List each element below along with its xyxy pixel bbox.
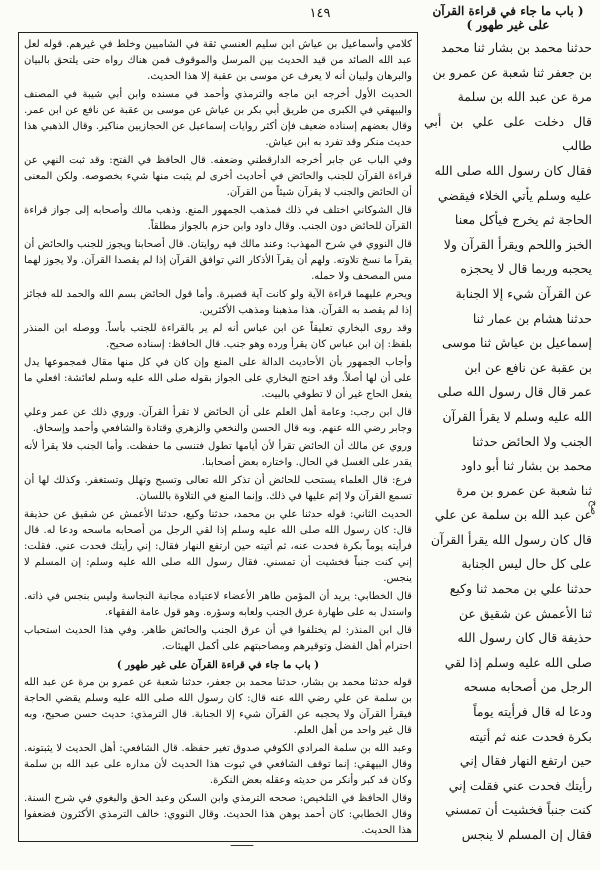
hadith-line: الرجل من أصحابه مسحه xyxy=(463,679,592,695)
commentary-paragraph: قوله حدثنا محمد بن بشار، حدثنا محمد بن جعفر، حدثنا شعبة عن عمرو بن مرة عن عبد الله بن سلمة عن علي رضي الله عنه قال: كان رسول الله صلى الله عليه وسلم يقضي الحاجة فيقرأ القرآن ولا يحجبه عن القرآن شيء إلا الجنابة. قال الترمذي: حديث حسن صحيح، وبه قال غير واحد من أهل العلم. xyxy=(24,677,412,736)
hadith-line: الخبز واللحم ويقرأ القرآن ولا xyxy=(443,236,592,252)
commentary-paragraph: قال الخطابي: يريد أن المؤمن طاهر الأعضاء لاعتياده مجانبة النجاسة وليس بنجس في ذاته. واستدل به على طهارة عرق الجنب ولعابه وسؤره. وهو قول عامة الفقهاء. xyxy=(24,591,412,618)
hadith-line: ودعا له قال فرأيته يوماً xyxy=(473,704,592,720)
hadith-text xyxy=(424,36,592,842)
hadith-line: بكرة فحدت عنه ثم أتيته xyxy=(468,728,592,744)
hadith-line: حدثنا هشام بن عمار ثنا xyxy=(472,310,592,326)
hadith-line: حين ارتفع النهار فقال إني xyxy=(459,753,592,769)
commentary-paragraph: فرع: قال العلماء يستحب للحائض أن تذكر الله تعالى وتسبح وتهلل وتستغفر. وكذلك لها أن تسمع القرآن ولا إثم عليها في ذلك. وإنما المنع في التلاوة باللسان. xyxy=(24,475,412,502)
hadith-line: كنت جنباً فخشيت أن تمسني xyxy=(445,802,592,818)
hadith-line: قال دخلت على علي بن أبي طالب xyxy=(424,113,592,154)
commentary-paragraph: وقال الحافظ في التلخيص: صححه الترمذي وابن السكن وعبد الحق والبغوي في شرح السنة. وقال الخطابي: كان أحمد يوهن هذا الحديث. وقال النووي: خالف الترمذي الأكثرون فضعفوا هذا الحديث. xyxy=(24,793,412,836)
hadith-line: محمد بن بشار ثنا أبو داود xyxy=(461,458,592,474)
hadith-line: بن جعفر ثنا شعبة عن عمرو بن xyxy=(432,64,592,80)
commentary-paragraph: وفي الباب عن جابر أخرجه الدارقطني وضعفه. قال الحافظ في الفتح: وقد ثبت النهي عن قراءة القرآن للجنب والحائض في أحاديث أخرى لم يثبت منها شيء بخصوصه. ولكن المعنى أن الحائض والجنب لا يقرآن شيئاً من القرآن. xyxy=(24,155,412,198)
commentary-paragraph: قال ابن رجب: وعامة أهل العلم على أن الحائض لا تقرأ القرآن. وروي ذلك عن عمر وعلي وجابر رضي الله عنهم. وبه قال الحسن والنخعي والزهري وقتادة والشافعي وأحمد وإسحاق. xyxy=(24,407,412,434)
commentary-paragraph: وروي عن مالك أن الحائض تقرأ لأن أيامها تطول فتنسى ما حفظت. وأما الجنب فلا يقرأ لأنه يقدر على الغسل في الحال. واختاره بعض أصحابنا. xyxy=(24,441,412,468)
commentary-box xyxy=(18,32,418,842)
hadith-line: الحاجة ثم يخرج فيأكل معنا xyxy=(454,212,592,228)
hadith-line: عن عبد الله بن سلمة عن علي xyxy=(434,507,592,523)
commentary-paragraph: قال الشوكاني اختلف في ذلك فمذهب الجمهور المنع. وذهب مالك وأصحابه إلى جواز قراءة القرآن للحائض دون الجنب. وقال داود وابن حزم بالجواز مطلقاً. xyxy=(24,205,412,232)
hadith-line: عليه وسلم يأتي الخلاء فيقضي xyxy=(437,187,592,203)
hadith-line: مرة عن عبد الله بن سلمة xyxy=(457,89,592,105)
hadith-line: حدثنا علي بن محمد ثنا وكيع xyxy=(449,581,592,597)
commentary-paragraph: ويحرم عليهما قراءة الآية ولو كانت آية قصيرة. وأما قول الحائض بسم الله والحمد لله فجائز إذا لم يقصد به القرآن. هذا مذهبنا ومذهب الأكثرين. xyxy=(24,289,412,316)
hadith-line: عن القرآن شيء إلا الجنابة xyxy=(455,285,592,301)
commentary-paragraph xyxy=(24,841,412,842)
hadith-column xyxy=(424,4,592,842)
commentary-paragraph: وعبد الله بن سلمة المرادي الكوفي صدوق تغير حفظه. قال الشافعي: أهل الحديث لا يثبتونه. وقال البيهقي: إنما توقف الشافعي في ثبوت هذا الحديث لأن مداره على عبد الله بن سلمة وكان قد كبر وأنكر من حديثه وعقله بعض النكرة. xyxy=(24,743,412,786)
margin-note: صح xyxy=(588,500,599,515)
hadith-line: إسماعيل بن عياش ثنا موسى xyxy=(442,335,592,351)
hadith-line: قال كان رسول الله يقرأ القرآن xyxy=(430,531,592,547)
commentary-paragraph: الحديث الأول أخرجه ابن ماجه والترمذي وأحمد في مسنده وابن أبي شيبة في المصنف والبيهقي في الكبرى من طريق أبي بكر بن عياش عن موسى بن عقبة عن نافع عن ابن عمر. وقال بعضهم إسناده ضعيف فإن أكثر روايات إسماعيل عن الحجازيين مناكير. وقال الذهبي هذا حديث منكر وقد تفرد به ابن عياش. xyxy=(24,89,412,148)
hadith-line: صلى الله عليه وسلم إذا لقي xyxy=(444,654,592,670)
hadith-line: على كل حال ليس الجنابة xyxy=(461,556,592,572)
commentary-text xyxy=(24,37,412,842)
commentary-paragraph: كلامي وأسماعيل بن عياش ابن سليم العنسي ثقة في الشاميين وخلط في غيرهم. قوله لعل عبد الله الصائد من قيد الحديث بين المرسل والموقوف فمن هناك رواه حتى يلتحق بالبيان والبرهان ولبيان أنه لا يعرف عن موسى بن عقبة إلا هذا الحديث. xyxy=(24,39,412,82)
hadith-line: الجنب ولا الحائض حدثنا xyxy=(472,433,592,449)
hadith-line: بن عقبة عن نافع عن ابن xyxy=(464,359,592,375)
footer-mark: ـــــــ xyxy=(230,836,254,849)
hadith-line: فقال كان رسول الله صلى الله xyxy=(434,162,592,178)
commentary-paragraph: قال النووي في شرح المهذب: وعند مالك فيه روايتان. قال أصحابنا ويجوز للجنب والحائض أن يقرآ ما نسخ تلاوته. ولهم أن يقرآ الأذكار التي توافق القرآن إذا لم يقصدا القرآن. ولا يجوز لهما مس المصحف ولا حمله. xyxy=(24,239,412,282)
hadith-line: رأيتك فحدت عني فقلت إني xyxy=(448,777,592,793)
commentary-paragraph: وقد روى البخاري تعليقاً عن ابن عباس أنه لم ير بالقراءة للجنب بأساً. ووصله ابن المنذر بلفظ: إن ابن عباس كان يقرأ ورده وهو جنب. قال الحافظ: إسناده صحيح. xyxy=(24,323,412,350)
hadith-line: الله عليه وسلم لا يقرأ القرآن xyxy=(442,408,592,424)
hadith-line: ثنا شعبة عن عمرو بن مرة xyxy=(456,482,592,498)
hadith-line: يحجبه وربما قال لا يحجزه xyxy=(460,261,592,277)
hadith-line: ثنا الأعمش عن شقيق عن xyxy=(458,605,592,621)
page-number: ١٤٩ xyxy=(309,6,331,21)
chapter-title: ( باب ما جاء في قراءة القرآن على غير طهور ) xyxy=(432,4,584,32)
hadith-line: حذيفة قال كان رسول الله xyxy=(457,630,592,646)
hadith-line: عمر قال قال رسول الله صلى xyxy=(437,384,592,400)
section-heading: ( باب ما جاء في قراءة القرآن على غير طهور ) xyxy=(116,659,320,671)
commentary-paragraph: قال ابن المنذر: لم يختلفوا في أن عرق الجنب والحائض طاهر. وفي هذا الحديث استحباب احترام أهل الفضل وتوقيرهم ومصاحبتهم على أكمل الهيئات. xyxy=(24,625,412,652)
commentary-paragraph: وأجاب الجمهور بأن الأحاديث الدالة على المنع وإن كان في كل منها مقال فمجموعها يدل على أن لها أصلاً. وقد احتج البخاري على الجواز بقوله صلى الله عليه وسلم لعائشة: افعلي ما يفعل الحاج غير أن لا تطوفي بالبيت. xyxy=(24,357,412,400)
commentary-paragraph: الحديث الثاني: قوله حدثنا علي بن محمد، حدثنا وكيع، حدثنا الأعمش عن شقيق عن حذيفة قال: كان رسول الله صلى الله عليه وسلم إذا لقي الرجل من أصحابه ماسحه ودعا له. قال فرأيته يوماً بكرة فحدت عنه، ثم أتيته حين ارتفع النهار فقال: إني رأيتك فحدت عني. فقلت: إني كنت جنباً فخشيت أن تمسني. فقال رسول الله صلى الله عليه وسلم: إن المسلم لا ينجس. xyxy=(24,509,412,584)
hadith-line: حدثنا محمد بن بشار ثنا محمد xyxy=(441,40,592,55)
hadith-line: فقال إن المسلم لا ينجس xyxy=(461,827,592,842)
